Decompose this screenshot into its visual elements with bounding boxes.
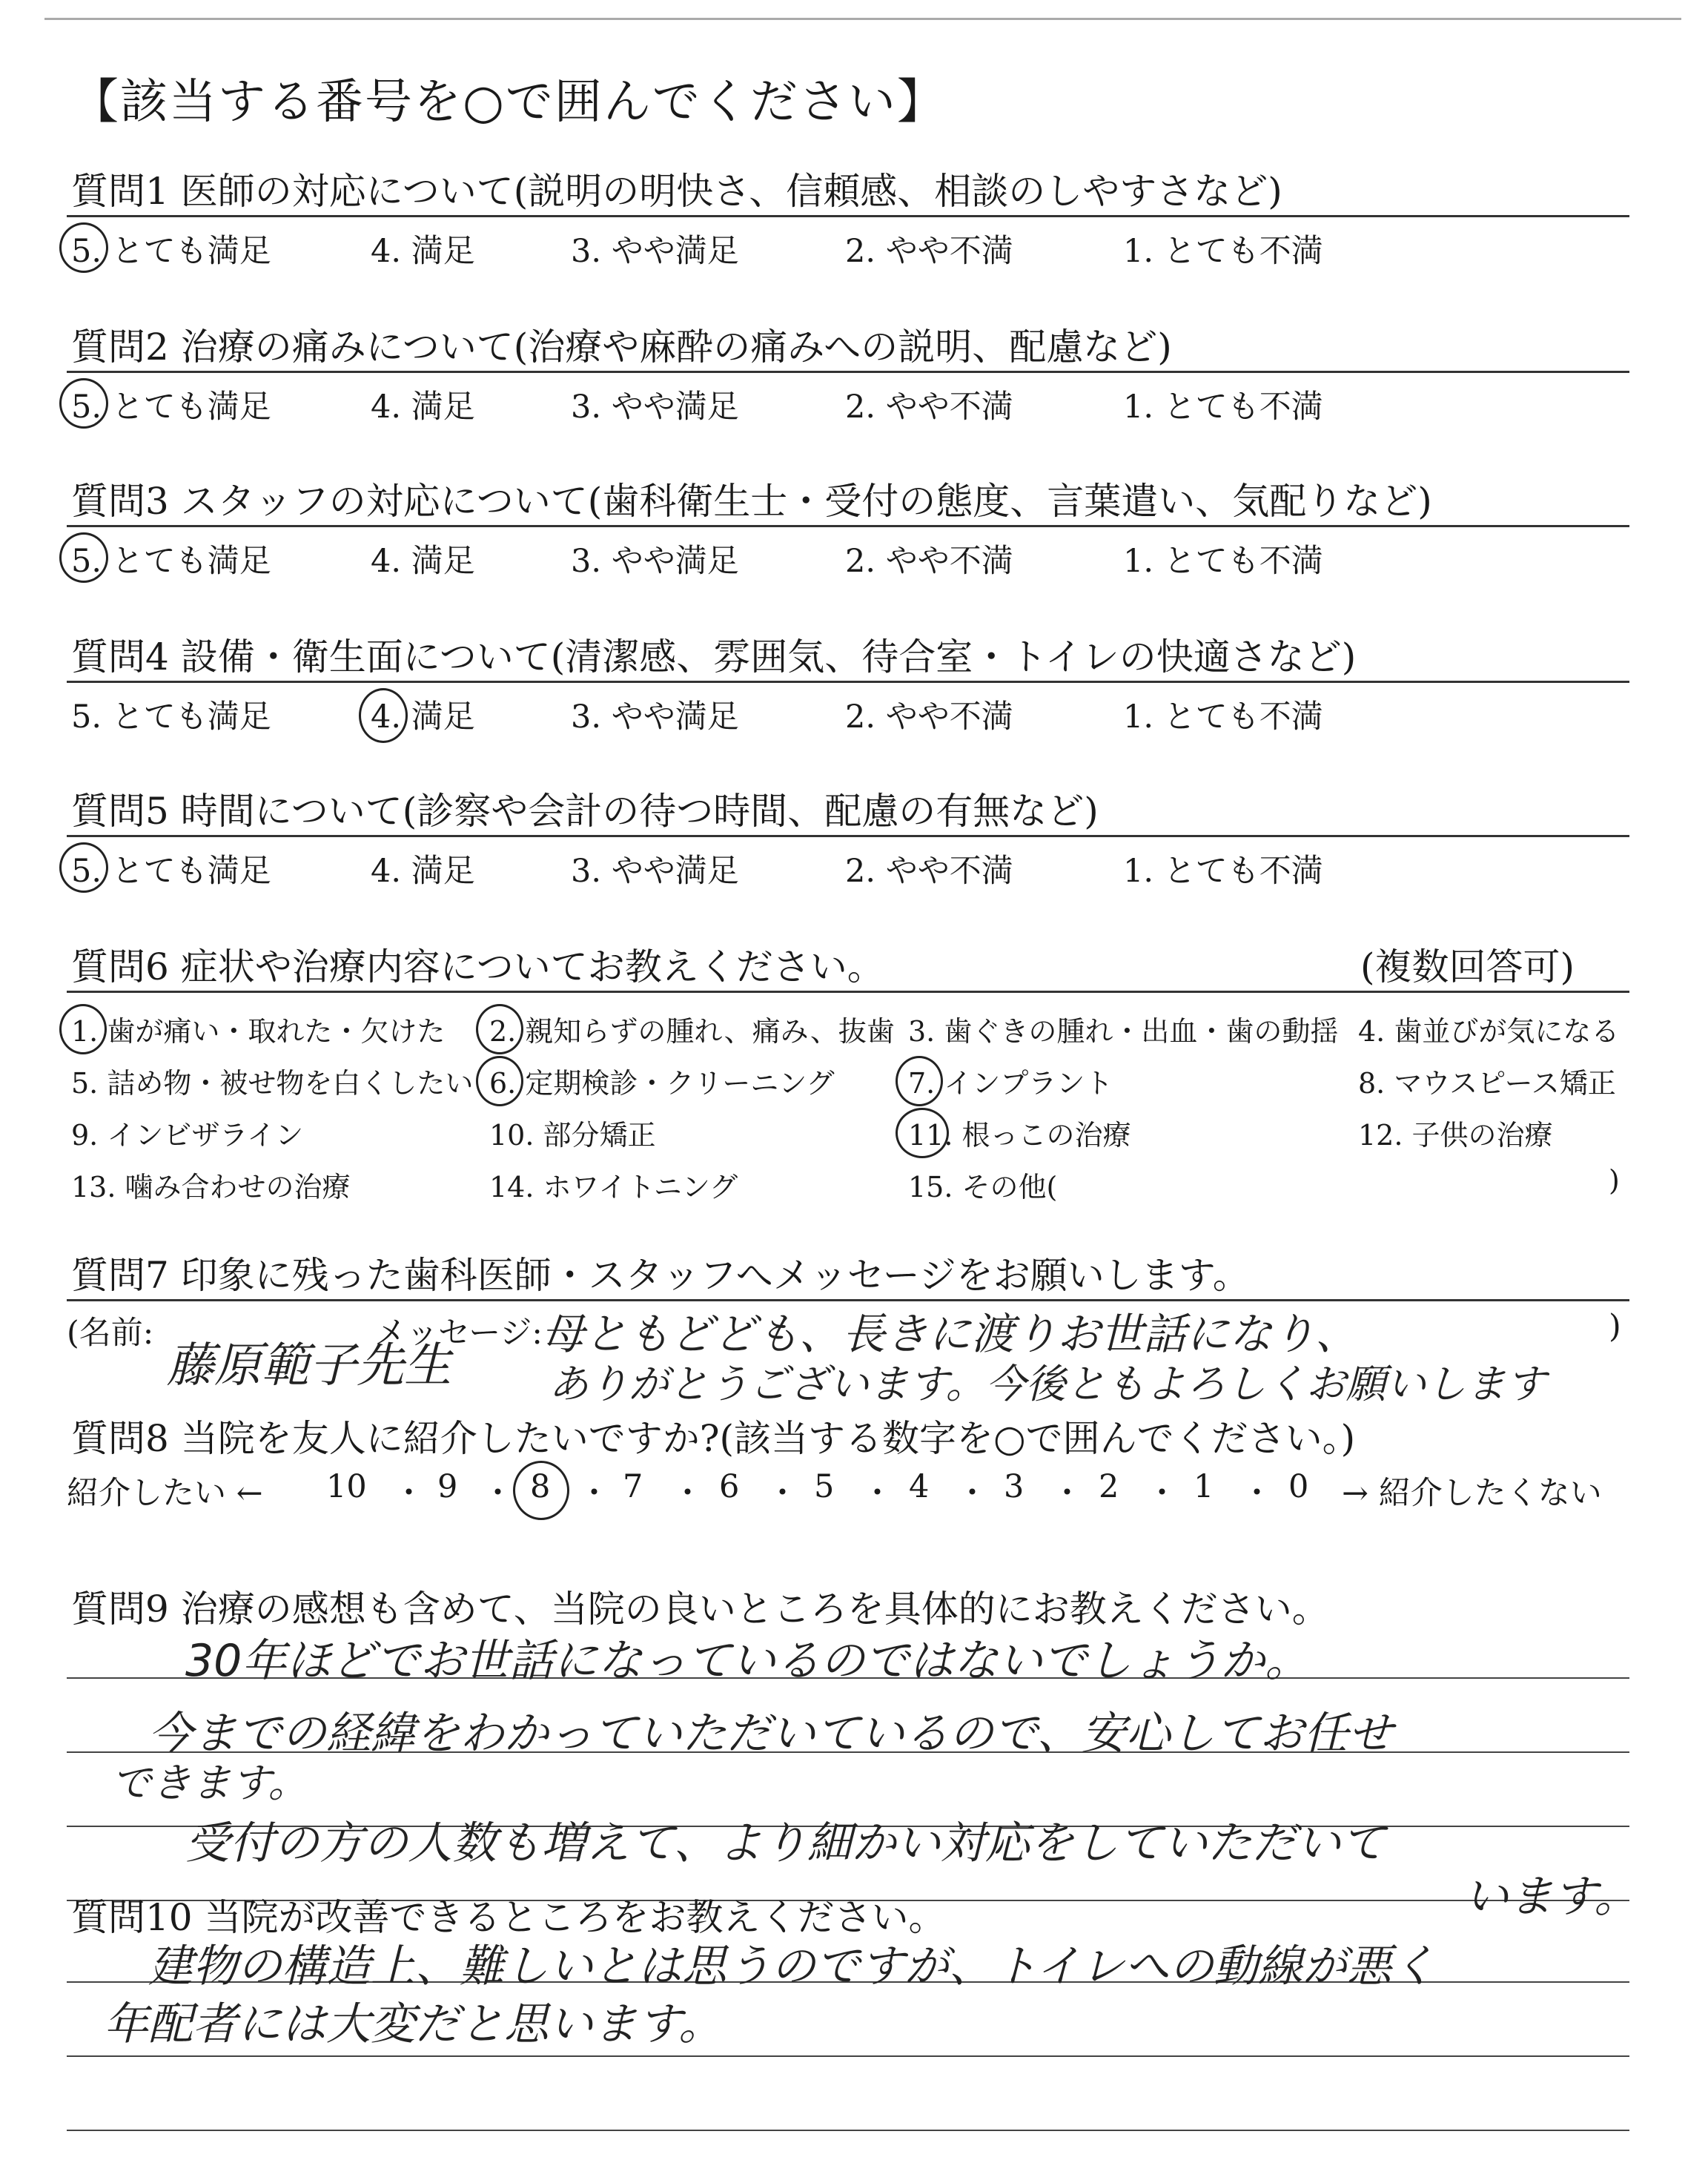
q7-name-label: (名前:	[67, 1315, 154, 1352]
q4-option-4[interactable]: 4. 満足	[371, 698, 475, 736]
question-1-rule	[67, 215, 1629, 217]
q9-answer-line-5[interactable]: います。	[1464, 1871, 1639, 1923]
q2-selected-circle	[59, 378, 108, 429]
question-6-label: 質問6 症状や治療内容についてお教えください。	[71, 945, 884, 988]
q5-option-5[interactable]: 5. とても満足	[71, 853, 271, 890]
q7-message-label: メッセージ:	[374, 1315, 543, 1352]
q8-selected-circle	[513, 1461, 569, 1520]
q9-answer-line-3[interactable]: できます。	[111, 1760, 308, 1806]
q3-option-3[interactable]: 3. やや満足	[571, 543, 739, 580]
q6-selected-circle-11	[896, 1108, 949, 1158]
q3-option-2[interactable]: 2. やや不満	[845, 543, 1013, 580]
q1-option-1[interactable]: 1. とても不満	[1123, 233, 1323, 270]
q6-option-4[interactable]: 4. 歯並びが気になる	[1358, 1015, 1620, 1048]
q5-option-1[interactable]: 1. とても不満	[1123, 853, 1323, 890]
q6-option-11[interactable]: 11. 根っこの治療	[908, 1119, 1131, 1152]
question-2-label: 質問2 治療の痛みについて(治療や麻酔の痛みへの説明、配慮など)	[71, 326, 1172, 369]
question-3-rule	[67, 525, 1629, 527]
q8-scale-1[interactable]: 1	[1194, 1468, 1214, 1505]
q5-option-2[interactable]: 2. やや不満	[845, 853, 1013, 890]
q8-left-label: 紹介したい ←	[67, 1475, 263, 1512]
question-2-rule	[67, 371, 1629, 373]
q8-dot: ・	[767, 1475, 798, 1512]
question-3-label: 質問3 スタッフの対応について(歯科衛生士・受付の態度、言葉遣い、気配りなど)	[71, 480, 1432, 523]
q2-option-2[interactable]: 2. やや不満	[845, 389, 1013, 426]
q3-option-4[interactable]: 4. 満足	[371, 543, 475, 580]
page-title: 【該当する番号を○で囲んでください】	[71, 75, 946, 130]
q6-option-14[interactable]: 14. ホワイトニング	[489, 1171, 738, 1203]
q3-option-5[interactable]: 5. とても満足	[71, 543, 271, 580]
q5-option-4[interactable]: 4. 満足	[371, 853, 475, 890]
q6-selected-circle-7	[896, 1056, 943, 1106]
q6-selected-circle-2	[476, 1004, 523, 1054]
q10-answer-line-1[interactable]: 建物の構造上、難しいとは思うのですが、トイレへの動線が悪く	[148, 1941, 1436, 1992]
q6-option-9[interactable]: 9. インビザライン	[71, 1119, 304, 1152]
q2-option-4[interactable]: 4. 満足	[371, 389, 475, 426]
top-border	[44, 18, 1681, 20]
q3-selected-circle	[59, 532, 108, 583]
q4-option-2[interactable]: 2. やや不満	[845, 698, 1013, 736]
q8-scale-6[interactable]: 6	[719, 1468, 740, 1505]
q6-option-10[interactable]: 10. 部分矯正	[489, 1119, 656, 1152]
q8-dot: ・	[482, 1475, 514, 1512]
q6-option-6[interactable]: 6. 定期検診・クリーニング	[489, 1067, 835, 1100]
q9-answer-line-2[interactable]: 今までの経緯をわかっていただいているので、安心してお任せ	[148, 1708, 1393, 1760]
q7-name-value[interactable]: 藤原範子先生	[167, 1338, 451, 1393]
q1-selected-circle	[59, 222, 108, 273]
q5-option-3[interactable]: 3. やや満足	[571, 853, 739, 890]
q8-dot: ・	[1146, 1475, 1178, 1512]
q8-scale-9[interactable]: 9	[437, 1468, 458, 1505]
q2-option-3[interactable]: 3. やや満足	[571, 389, 739, 426]
q8-dot: ・	[578, 1475, 610, 1512]
q6-option-1[interactable]: 1. 歯が痛い・取れた・欠けた	[71, 1015, 446, 1048]
q8-scale-4[interactable]: 4	[909, 1468, 930, 1505]
q8-dot: ・	[393, 1475, 425, 1512]
q8-scale-0[interactable]: 0	[1288, 1468, 1309, 1505]
q7-message-line-1[interactable]: 母ともどども、長きに渡りお世話になり、	[541, 1309, 1359, 1359]
question-9-label: 質問9 治療の感想も含めて、当院の良いところを具体的にお教えください。	[71, 1588, 1329, 1631]
q6-option-13[interactable]: 13. 噛み合わせの治療	[71, 1171, 351, 1203]
q10-answer-line-2[interactable]: 年配者には大変だと思います。	[104, 1998, 724, 2050]
question-7-label: 質問7 印象に残った歯科医師・スタッフへメッセージをお願いします。	[71, 1254, 1250, 1297]
q8-scale-7[interactable]: 7	[623, 1468, 643, 1505]
q4-selected-circle	[359, 688, 408, 743]
q3-option-1[interactable]: 1. とても不満	[1123, 543, 1323, 580]
question-6-note: (複数回答可)	[1360, 945, 1575, 988]
question-10-label: 質問10 当院が改善できるところをお教えください。	[71, 1896, 946, 1939]
q1-option-3[interactable]: 3. やや満足	[571, 233, 739, 270]
q8-dot: ・	[1241, 1475, 1273, 1512]
q8-scale-3[interactable]: 3	[1004, 1468, 1025, 1505]
q10-writing-line	[67, 2130, 1629, 2131]
q6-option-5[interactable]: 5. 詰め物・被せ物を白くしたい	[71, 1067, 474, 1100]
q1-option-4[interactable]: 4. 満足	[371, 233, 475, 270]
q8-dot: ・	[672, 1475, 704, 1512]
q10-writing-line	[67, 2055, 1629, 2057]
q4-option-3[interactable]: 3. やや満足	[571, 698, 739, 736]
q6-selected-circle-6	[476, 1056, 523, 1106]
q8-right-label: → 紹介したくない	[1342, 1475, 1602, 1512]
question-1-label: 質問1 医師の対応について(説明の明快さ、信頼感、相談のしやすさなど)	[71, 170, 1282, 213]
q2-option-5[interactable]: 5. とても満足	[71, 389, 271, 426]
question-8-label: 質問8 当院を友人に紹介したいですか?(該当する数字を○で囲んでください。)	[71, 1417, 1356, 1460]
q9-answer-line-4[interactable]: 受付の方の人数も増えて、より細かい対応をしていただいて	[185, 1817, 1386, 1869]
q7-close-paren: )	[1609, 1308, 1621, 1345]
q1-option-2[interactable]: 2. やや不満	[845, 233, 1013, 270]
q6-option-12[interactable]: 12. 子供の治療	[1358, 1119, 1553, 1152]
q6-option-7[interactable]: 7. インプラント	[908, 1067, 1113, 1100]
question-4-rule	[67, 681, 1629, 683]
q6-option-3[interactable]: 3. 歯ぐきの腫れ・出血・歯の動揺	[908, 1015, 1339, 1048]
q2-option-1[interactable]: 1. とても不満	[1123, 389, 1323, 426]
q6-selected-circle-1	[59, 1004, 107, 1054]
q6-option-15[interactable]: 15. その他(	[908, 1171, 1058, 1203]
question-4-label: 質問4 設備・衛生面について(清潔感、雰囲気、待合室・トイレの快適さなど)	[71, 635, 1357, 678]
q5-selected-circle	[59, 842, 108, 893]
q6-option-15-close: )	[1609, 1164, 1620, 1197]
q8-dot: ・	[861, 1475, 893, 1512]
question-5-rule	[67, 835, 1629, 837]
question-6-rule	[67, 991, 1629, 993]
q8-dot: ・	[1051, 1475, 1083, 1512]
q8-dot: ・	[956, 1475, 988, 1512]
question-5-label: 質問5 時間について(診察や会計の待つ時間、配慮の有無など)	[71, 790, 1099, 833]
q7-message-line-2[interactable]: ありがとうございます。今後ともよろしくお願いします	[549, 1361, 1546, 1407]
q9-answer-line-1[interactable]: 30年ほどでお世話になっているのではないでしょうか。	[185, 1635, 1310, 1687]
q4-option-1[interactable]: 1. とても不満	[1123, 698, 1323, 736]
q1-option-5[interactable]: 5. とても満足	[71, 233, 271, 270]
q6-option-8[interactable]: 8. マウスピース矯正	[1358, 1067, 1616, 1100]
q8-scale-5[interactable]: 5	[814, 1468, 835, 1505]
q8-scale-8[interactable]: 8	[530, 1468, 551, 1505]
q8-scale-2[interactable]: 2	[1099, 1468, 1119, 1505]
q4-option-5[interactable]: 5. とても満足	[71, 698, 271, 736]
q6-option-2[interactable]: 2. 親知らずの腫れ、痛み、抜歯	[489, 1015, 895, 1048]
q8-scale-10[interactable]: 10	[326, 1468, 367, 1505]
